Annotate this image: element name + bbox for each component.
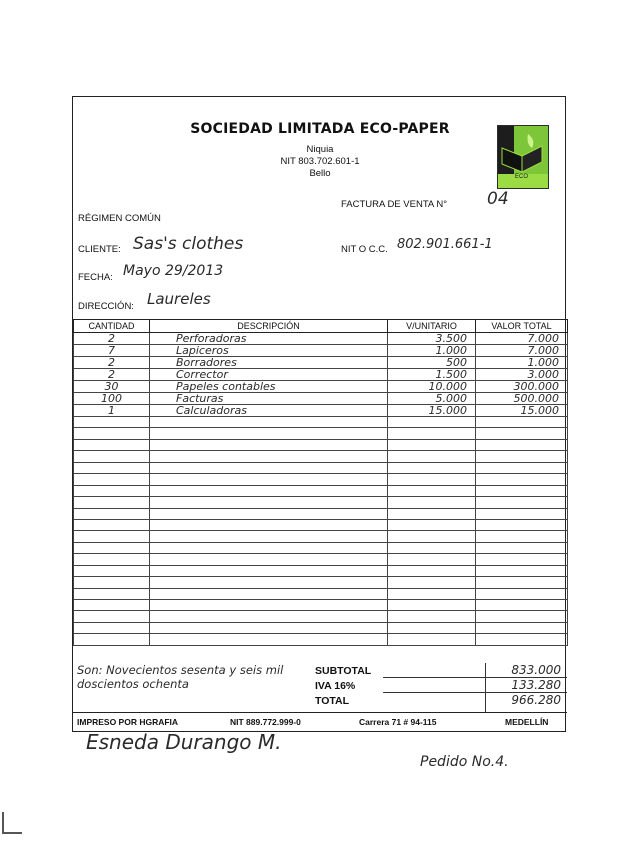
quantity-cell: 1 bbox=[74, 405, 150, 417]
table-row bbox=[74, 393, 568, 405]
signature: Esneda Durango M. bbox=[86, 730, 282, 754]
table-row bbox=[74, 357, 568, 369]
line-total-cell: 3.000 bbox=[476, 369, 568, 381]
quantity-cell bbox=[74, 439, 150, 450]
invoice-form bbox=[72, 96, 566, 732]
company-nit: NIT 803.702.601-1 bbox=[280, 156, 360, 167]
factura-number: 04 bbox=[487, 189, 509, 209]
company-location: Niquia bbox=[306, 144, 334, 155]
quantity-cell bbox=[74, 485, 150, 496]
description-cell bbox=[150, 519, 388, 530]
quantity-cell bbox=[74, 577, 150, 588]
line-total-cell: 7.000 bbox=[476, 345, 568, 357]
amount-in-words: Son: Novecientos sesenta y seis mil doscientos ochenta bbox=[77, 663, 284, 691]
description-cell bbox=[150, 428, 388, 439]
table-row bbox=[74, 508, 568, 519]
unit-price-cell bbox=[388, 497, 476, 508]
description-cell bbox=[150, 462, 388, 473]
quantity-cell bbox=[74, 462, 150, 473]
line-total-cell bbox=[476, 622, 568, 633]
iva-label: IVA 16% bbox=[315, 680, 356, 692]
table-row bbox=[74, 462, 568, 473]
iva-value: 133.280 bbox=[511, 678, 561, 692]
quantity-cell bbox=[74, 497, 150, 508]
unit-price-cell bbox=[388, 600, 476, 611]
unit-price-cell bbox=[388, 565, 476, 576]
nit-value: 802.901.661-1 bbox=[397, 237, 493, 252]
subtotal-label: SUBTOTAL bbox=[315, 665, 372, 677]
description-cell bbox=[150, 554, 388, 565]
table-row bbox=[74, 439, 568, 450]
quantity-cell: 2 bbox=[74, 369, 150, 381]
line-total-cell bbox=[476, 519, 568, 530]
quantity-cell: 2 bbox=[74, 333, 150, 345]
unit-price-cell bbox=[388, 622, 476, 633]
quantity-cell bbox=[74, 451, 150, 462]
table-row bbox=[74, 622, 568, 633]
unit-price-cell bbox=[388, 451, 476, 462]
quantity-cell: 7 bbox=[74, 345, 150, 357]
unit-price-cell bbox=[388, 554, 476, 565]
unit-price-cell bbox=[388, 508, 476, 519]
line-total-cell: 7.000 bbox=[476, 333, 568, 345]
unit-price-cell bbox=[388, 577, 476, 588]
company-name: SOCIEDAD LIMITADA ECO-PAPER bbox=[190, 121, 450, 137]
header-vunitario: V/UNITARIO bbox=[388, 320, 476, 333]
description-cell bbox=[150, 451, 388, 462]
line-total-cell: 1.000 bbox=[476, 357, 568, 369]
unit-price-cell bbox=[388, 542, 476, 553]
quantity-cell bbox=[74, 565, 150, 576]
items-header-row bbox=[74, 320, 568, 333]
line-total-cell bbox=[476, 417, 568, 428]
description-cell bbox=[150, 611, 388, 622]
description-cell bbox=[150, 531, 388, 542]
unit-price-cell bbox=[388, 439, 476, 450]
table-row bbox=[74, 485, 568, 496]
table-row bbox=[74, 345, 568, 357]
line-total-cell bbox=[476, 611, 568, 622]
description-cell: Lapiceros bbox=[150, 345, 388, 357]
description-cell bbox=[150, 588, 388, 599]
quantity-cell bbox=[74, 474, 150, 485]
description-cell: Borradores bbox=[150, 357, 388, 369]
eco-paper-logo bbox=[497, 125, 549, 189]
pedido-note: Pedido No.4. bbox=[420, 754, 509, 770]
unit-price-cell: 500 bbox=[388, 357, 476, 369]
unit-price-cell bbox=[388, 519, 476, 530]
unit-price-cell: 15.000 bbox=[388, 405, 476, 417]
quantity-cell bbox=[74, 428, 150, 439]
quantity-cell: 100 bbox=[74, 393, 150, 405]
line-total-cell: 300.000 bbox=[476, 381, 568, 393]
unit-price-cell: 3.500 bbox=[388, 333, 476, 345]
quantity-cell bbox=[74, 554, 150, 565]
table-row bbox=[74, 542, 568, 553]
line-total-cell bbox=[476, 462, 568, 473]
description-cell: Facturas bbox=[150, 393, 388, 405]
quantity-cell: 30 bbox=[74, 381, 150, 393]
nit-label: NIT O C.C. bbox=[341, 244, 388, 255]
description-cell bbox=[150, 622, 388, 633]
footer-printer: IMPRESO POR HGRAFIA bbox=[77, 717, 179, 727]
quantity-cell bbox=[74, 542, 150, 553]
quantity-cell bbox=[74, 600, 150, 611]
direccion-value: Laureles bbox=[147, 290, 211, 308]
unit-price-cell: 1.000 bbox=[388, 345, 476, 357]
line-total-cell bbox=[476, 485, 568, 496]
summary-block bbox=[73, 663, 567, 712]
description-cell bbox=[150, 439, 388, 450]
table-row bbox=[74, 497, 568, 508]
line-total-cell: 500.000 bbox=[476, 393, 568, 405]
unit-price-cell bbox=[388, 485, 476, 496]
description-cell: Corrector bbox=[150, 369, 388, 381]
table-row bbox=[74, 428, 568, 439]
cliente-value: Sas's clothes bbox=[133, 234, 244, 254]
table-row bbox=[74, 565, 568, 576]
unit-price-cell bbox=[388, 428, 476, 439]
unit-price-cell: 5.000 bbox=[388, 393, 476, 405]
table-row bbox=[74, 417, 568, 428]
summary-column-divider bbox=[485, 663, 486, 712]
printer-footer bbox=[73, 712, 567, 732]
header-descripcion: DESCRIPCIÓN bbox=[150, 320, 388, 333]
table-row bbox=[74, 577, 568, 588]
subtotal-value: 833.000 bbox=[511, 663, 561, 677]
table-row bbox=[74, 531, 568, 542]
unit-price-cell bbox=[388, 531, 476, 542]
quantity-cell bbox=[74, 508, 150, 519]
footer-printer-nit: NIT 889.772.999-0 bbox=[230, 717, 301, 727]
table-row bbox=[74, 381, 568, 393]
footer-address: Carrera 71 # 94-115 bbox=[359, 717, 437, 727]
table-row bbox=[74, 474, 568, 485]
description-cell bbox=[150, 508, 388, 519]
logo-word: ECO bbox=[515, 174, 529, 180]
line-total-cell bbox=[476, 508, 568, 519]
unit-price-cell: 10.000 bbox=[388, 381, 476, 393]
unit-price-cell bbox=[388, 611, 476, 622]
quantity-cell bbox=[74, 634, 150, 645]
direccion-label: DIRECCIÓN: bbox=[78, 301, 134, 312]
table-row bbox=[74, 554, 568, 565]
total-label: TOTAL bbox=[315, 695, 350, 707]
line-total-cell bbox=[476, 577, 568, 588]
book-icon bbox=[498, 126, 548, 176]
quantity-cell bbox=[74, 588, 150, 599]
table-row bbox=[74, 369, 568, 381]
unit-price-cell bbox=[388, 588, 476, 599]
footer-city: MEDELLÍN bbox=[505, 717, 549, 727]
description-cell bbox=[150, 634, 388, 645]
line-total-cell bbox=[476, 428, 568, 439]
company-city: Bello bbox=[309, 168, 331, 179]
unit-price-cell bbox=[388, 474, 476, 485]
table-row bbox=[74, 519, 568, 530]
description-cell: Perforadoras bbox=[150, 333, 388, 345]
line-total-cell bbox=[476, 439, 568, 450]
factura-label: FACTURA DE VENTA N° bbox=[341, 199, 448, 210]
description-cell bbox=[150, 577, 388, 588]
table-row bbox=[74, 451, 568, 462]
table-row bbox=[74, 405, 568, 417]
line-total-cell bbox=[476, 634, 568, 645]
regimen-label: RÉGIMEN COMÚN bbox=[78, 213, 161, 224]
line-total-cell bbox=[476, 554, 568, 565]
total-value: 966.280 bbox=[511, 693, 561, 707]
quantity-cell bbox=[74, 417, 150, 428]
description-cell bbox=[150, 417, 388, 428]
line-total-cell bbox=[476, 600, 568, 611]
unit-price-cell bbox=[388, 417, 476, 428]
fecha-value: Mayo 29/2013 bbox=[123, 263, 224, 279]
line-total-cell: 15.000 bbox=[476, 405, 568, 417]
description-cell bbox=[150, 474, 388, 485]
items-table bbox=[73, 319, 568, 646]
description-cell bbox=[150, 542, 388, 553]
line-total-cell bbox=[476, 588, 568, 599]
description-cell bbox=[150, 485, 388, 496]
header-cantidad: CANTIDAD bbox=[74, 320, 150, 333]
quantity-cell: 2 bbox=[74, 357, 150, 369]
description-cell bbox=[150, 497, 388, 508]
line-total-cell bbox=[476, 497, 568, 508]
quantity-cell bbox=[74, 519, 150, 530]
description-cell bbox=[150, 565, 388, 576]
quantity-cell bbox=[74, 622, 150, 633]
line-total-cell bbox=[476, 565, 568, 576]
table-row bbox=[74, 333, 568, 345]
table-row bbox=[74, 634, 568, 645]
table-row bbox=[74, 588, 568, 599]
quantity-cell bbox=[74, 611, 150, 622]
header-valor-total: VALOR TOTAL bbox=[476, 320, 568, 333]
unit-price-cell bbox=[388, 462, 476, 473]
scan-corner-mark bbox=[2, 812, 22, 834]
table-row bbox=[74, 611, 568, 622]
cliente-label: CLIENTE: bbox=[78, 244, 121, 255]
line-total-cell bbox=[476, 451, 568, 462]
fecha-label: FECHA: bbox=[78, 272, 113, 283]
line-total-cell bbox=[476, 542, 568, 553]
unit-price-cell: 1.500 bbox=[388, 369, 476, 381]
line-total-cell bbox=[476, 531, 568, 542]
quantity-cell bbox=[74, 531, 150, 542]
unit-price-cell bbox=[388, 634, 476, 645]
line-total-cell bbox=[476, 474, 568, 485]
description-cell bbox=[150, 600, 388, 611]
description-cell: Calculadoras bbox=[150, 405, 388, 417]
description-cell: Papeles contables bbox=[150, 381, 388, 393]
table-row bbox=[74, 600, 568, 611]
